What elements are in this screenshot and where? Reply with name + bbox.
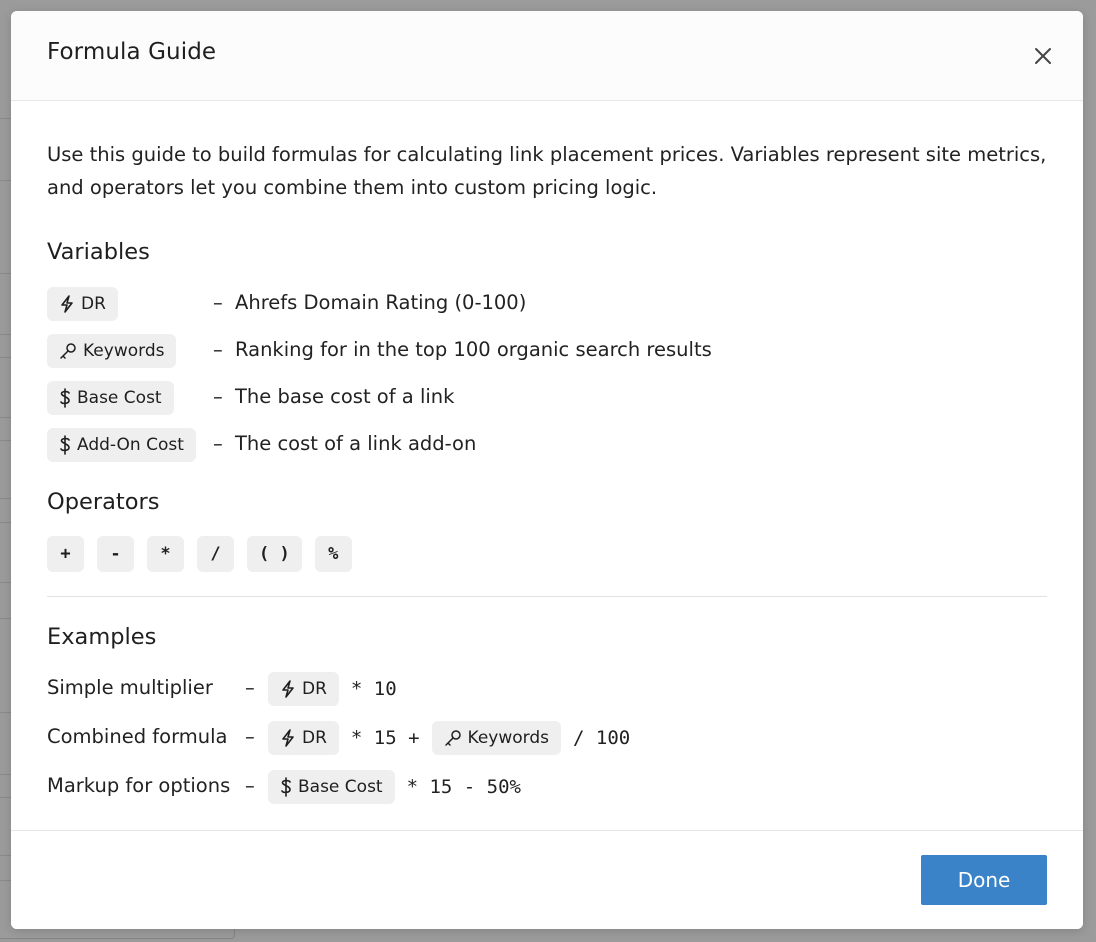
modal-footer bbox=[11, 830, 1083, 929]
formula-guide-modal bbox=[11, 11, 1083, 929]
operators-heading: Operators bbox=[47, 489, 160, 515]
operator-minus[interactable]: - bbox=[97, 536, 134, 572]
separator-dash: – bbox=[245, 725, 255, 748]
variable-chip-keywords[interactable] bbox=[47, 334, 176, 368]
example-label: Combined formula bbox=[47, 725, 228, 748]
modal-header bbox=[11, 11, 1083, 101]
example-formula bbox=[268, 672, 409, 706]
done-button[interactable]: Done bbox=[921, 855, 1047, 905]
formula-chip-label: DR bbox=[302, 679, 327, 699]
example-formula bbox=[268, 721, 642, 755]
section-divider bbox=[47, 596, 1047, 597]
variable-row-keywords bbox=[47, 334, 1051, 368]
separator-dash: – bbox=[245, 676, 255, 699]
operator-percent[interactable]: % bbox=[315, 536, 352, 572]
variable-chip-label: Add-On Cost bbox=[77, 435, 184, 455]
variable-description: The cost of a link add-on bbox=[235, 432, 477, 455]
formula-chip-dr bbox=[268, 672, 339, 706]
examples-heading: Examples bbox=[47, 624, 157, 650]
variable-row-add-on-cost bbox=[47, 428, 1051, 462]
operators-list bbox=[47, 536, 352, 572]
variable-row-dr bbox=[47, 287, 1051, 321]
separator-dash: – bbox=[213, 291, 223, 314]
modal-title: Formula Guide bbox=[47, 39, 217, 65]
variable-chip-label: DR bbox=[81, 294, 106, 314]
operator-divide[interactable]: / bbox=[197, 536, 234, 572]
close-button[interactable] bbox=[1029, 42, 1057, 70]
example-label: Simple multiplier bbox=[47, 676, 213, 699]
close-icon bbox=[1034, 47, 1052, 65]
key-icon bbox=[444, 729, 462, 747]
variable-chip-add-on-cost[interactable] bbox=[47, 428, 196, 462]
formula-text: * 15 - 50% bbox=[406, 776, 521, 798]
bolt-icon bbox=[280, 680, 296, 698]
formula-text: * 10 bbox=[350, 678, 397, 700]
dollar-icon bbox=[59, 435, 71, 455]
example-row-simple-multiplier bbox=[47, 672, 1051, 706]
variable-chip-label: Keywords bbox=[83, 341, 165, 361]
variable-description: Ahrefs Domain Rating (0-100) bbox=[235, 291, 527, 314]
separator-dash: – bbox=[213, 432, 223, 455]
formula-chip-label: DR bbox=[302, 728, 327, 748]
variable-chip-dr[interactable] bbox=[47, 287, 118, 321]
dollar-icon bbox=[59, 388, 71, 408]
key-icon bbox=[59, 342, 77, 360]
bolt-icon bbox=[59, 295, 75, 313]
bolt-icon bbox=[280, 729, 296, 747]
formula-chip-base-cost bbox=[268, 770, 395, 804]
example-formula bbox=[268, 770, 533, 804]
formula-chip-label: Keywords bbox=[467, 728, 550, 748]
variable-row-base-cost bbox=[47, 381, 1051, 415]
example-row-combined-formula bbox=[47, 721, 1051, 755]
variable-chip-base-cost[interactable] bbox=[47, 381, 174, 415]
operator-parentheses[interactable]: ( ) bbox=[247, 536, 302, 572]
separator-dash: – bbox=[245, 774, 255, 797]
variable-description: Ranking for in the top 100 organic search results bbox=[235, 338, 712, 361]
formula-chip-label: Base Cost bbox=[298, 777, 383, 797]
operator-plus[interactable]: + bbox=[47, 536, 84, 572]
example-label: Markup for options bbox=[47, 774, 231, 797]
dollar-icon bbox=[280, 777, 292, 797]
variable-chip-label: Base Cost bbox=[77, 388, 162, 408]
operator-multiply[interactable]: * bbox=[147, 536, 184, 572]
variable-description: The base cost of a link bbox=[235, 385, 455, 408]
formula-chip-dr bbox=[268, 721, 339, 755]
intro-text: Use this guide to build formulas for calculating link placement prices. Variables represent site metrics, and operators let you combine them into custom pricing logic. bbox=[47, 143, 1047, 199]
separator-dash: – bbox=[213, 385, 223, 408]
example-row-markup-for-options bbox=[47, 770, 1051, 804]
formula-text: / 100 bbox=[573, 727, 631, 749]
separator-dash: – bbox=[213, 338, 223, 361]
formula-chip-keywords bbox=[432, 721, 561, 755]
variables-heading: Variables bbox=[47, 239, 150, 265]
formula-text: * 15 + bbox=[350, 727, 420, 749]
